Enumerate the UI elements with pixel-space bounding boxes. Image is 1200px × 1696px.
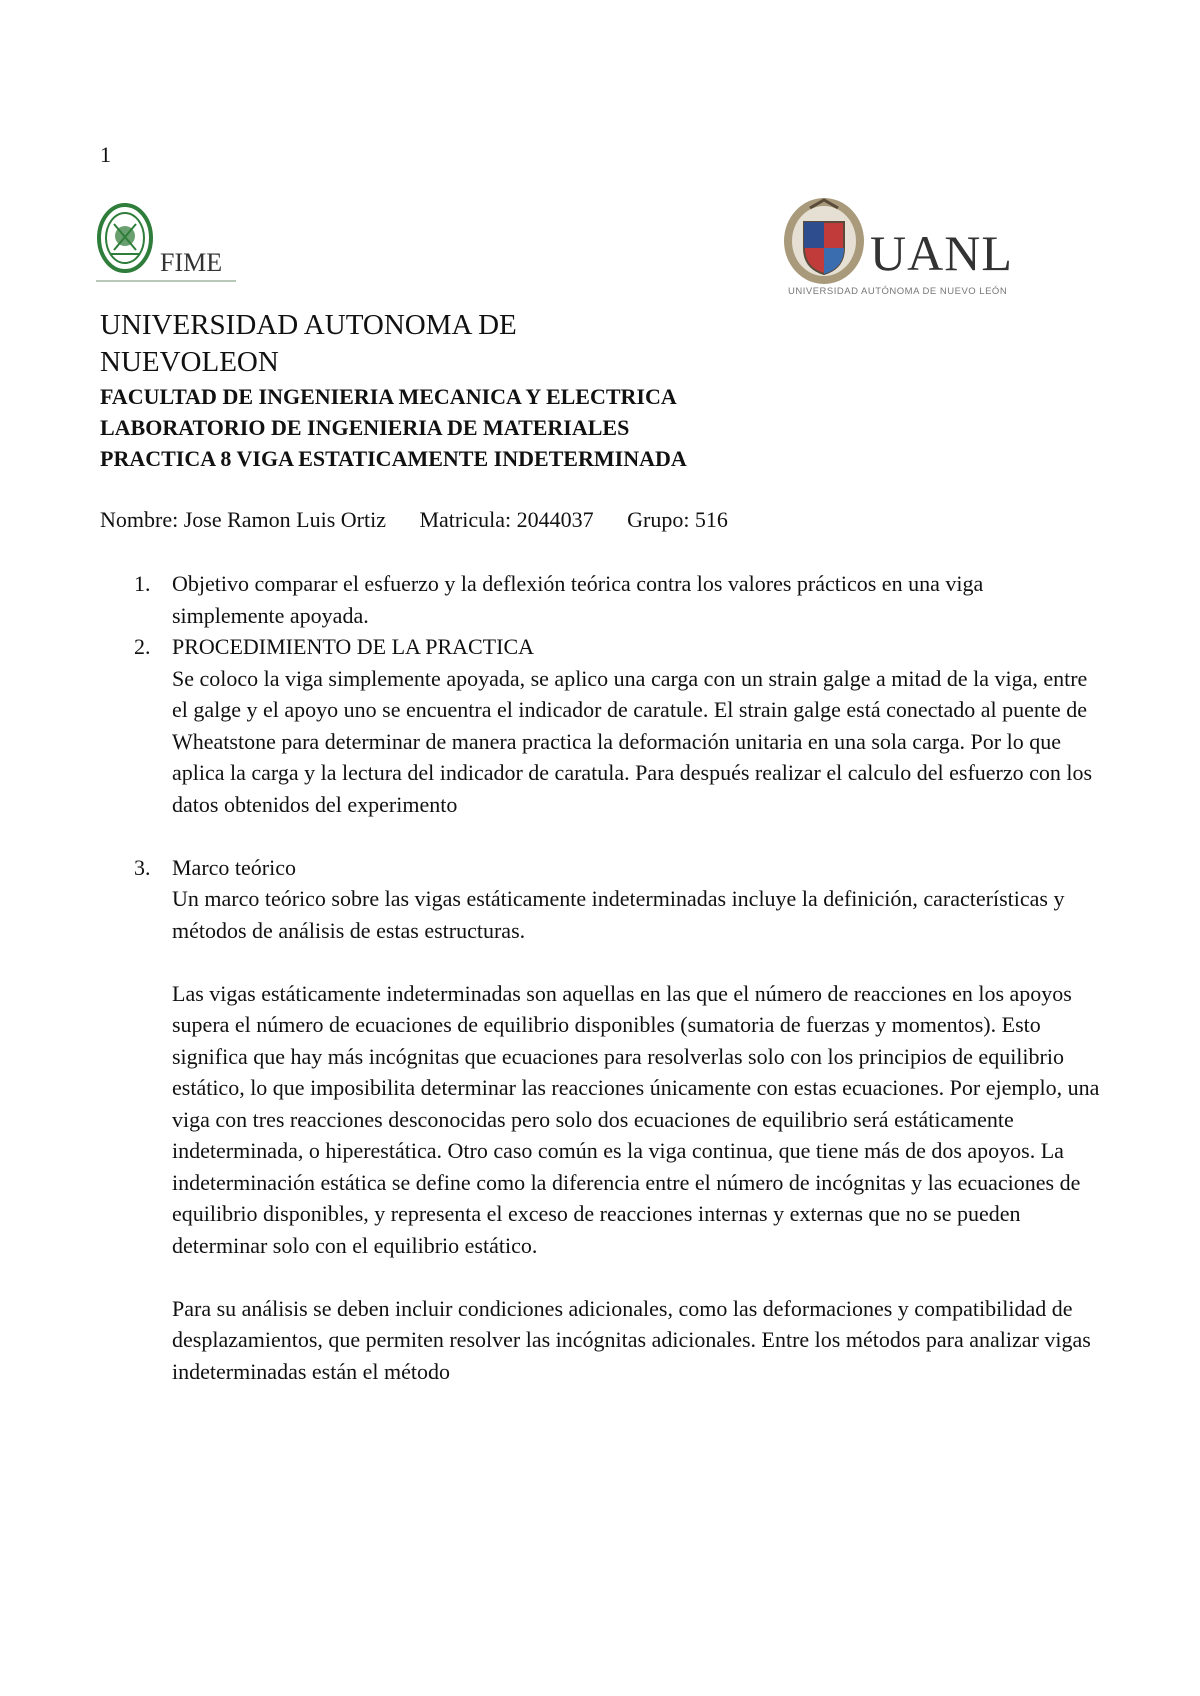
section-procedimiento [100,631,1100,852]
fime-logo-underline [96,280,236,282]
university-title: UNIVERSIDAD AUTONOMA DE NUEVOLEON [100,309,517,378]
fime-emblem-icon [96,202,154,274]
faculty-heading: FACULTAD DE INGENIERIA MECANICA Y ELECTRICA [100,384,677,409]
fime-logo-text: FIME [160,248,223,277]
lab-heading: LABORATORIO DE INGENIERIA DE MATERIALES [100,415,630,440]
header-block [100,381,687,474]
practice-heading: PRACTICA 8 VIGA ESTATICAMENTE INDETERMINADA [100,446,687,471]
document-body [100,568,1100,1387]
section-paragraph: Para su análisis se deben incluir condiciones adicionales, como las deformaciones y compatibilidad de desplazamientos, que permiten resolver las incógnitas adicionales. Entre los métodos para analizar vigas indeterminadas están el método [172,1295,1091,1384]
section-paragraph: Se coloco la viga simplemente apoyada, se aplico una carga con un strain galge a mitad de la viga, entre el galge y el apoyo uno se encuentra el indicador de caratule. El strain galge está conectado al puente de Wheatstone para determinar de manera practica la deformación unitaria en una sola carga. Por lo que aplica la carga y la lectura del indicador de caratula. Para después realizar el calculo del esfuerzo con los datos obtenidos del experimento [172,665,1093,817]
page-number: 1 [100,142,111,167]
student-grupo: Grupo: 516 [627,507,728,532]
section-title: Marco teórico [172,854,296,880]
student-info [100,507,756,533]
section-number: 2. [134,634,151,659]
uanl-logo-text: UANL [870,225,1013,281]
section-title: PROCEDIMIENTO DE LA PRACTICA [172,634,535,659]
uanl-logo [782,196,1022,296]
section-title: Objetivo comparar el esfuerzo y la deflexión teórica contra los valores prácticos en una viga simplemente apoyada. [172,571,984,628]
section-number: 1. [134,571,151,596]
student-matricula: Matricula: 2044037 [419,507,594,532]
section-paragraph: Un marco teórico sobre las vigas estáticamente indeterminadas incluye la definición, características y métodos de análisis de estas estructuras. [172,886,1065,943]
uanl-logo-subtext: UNIVERSIDAD AUTÓNOMA DE NUEVO LEÓN [788,286,1008,297]
section-paragraph: Las vigas estáticamente indeterminadas son aquellas en las que el número de reacciones en los apoyos supera el número de ecuaciones de equilibrio disponibles (sumatoria de fuerzas y momentos). Esto significa que hay más incógnitas que ecuaciones para resolverlas solo con los principios de equilibrio estático, lo que imposibilita determinar las reacciones únicamente con estas ecuaciones. Por ejemplo, una viga con tres reacciones desconocidas pero solo dos ecuaciones de equilibrio será estáticamente indeterminada, o hiperestática. Otro caso común es la viga continua, que tiene más de dos apoyos. La indeterminación estática se define como la diferencia entre el número de incógnitas y las ecuaciones de equilibrio disponibles, y representa el exceso de reacciones internas y externas que no se pueden determinar solo con el equilibrio estático. [172,980,1100,1258]
student-name: Nombre: Jose Ramon Luis Ortiz [100,507,386,532]
uanl-seal-icon [782,196,866,286]
section-objetivo [100,568,1100,631]
section-marco-teorico [100,852,1100,1388]
section-number: 3. [134,854,151,880]
fime-logo [96,200,246,286]
